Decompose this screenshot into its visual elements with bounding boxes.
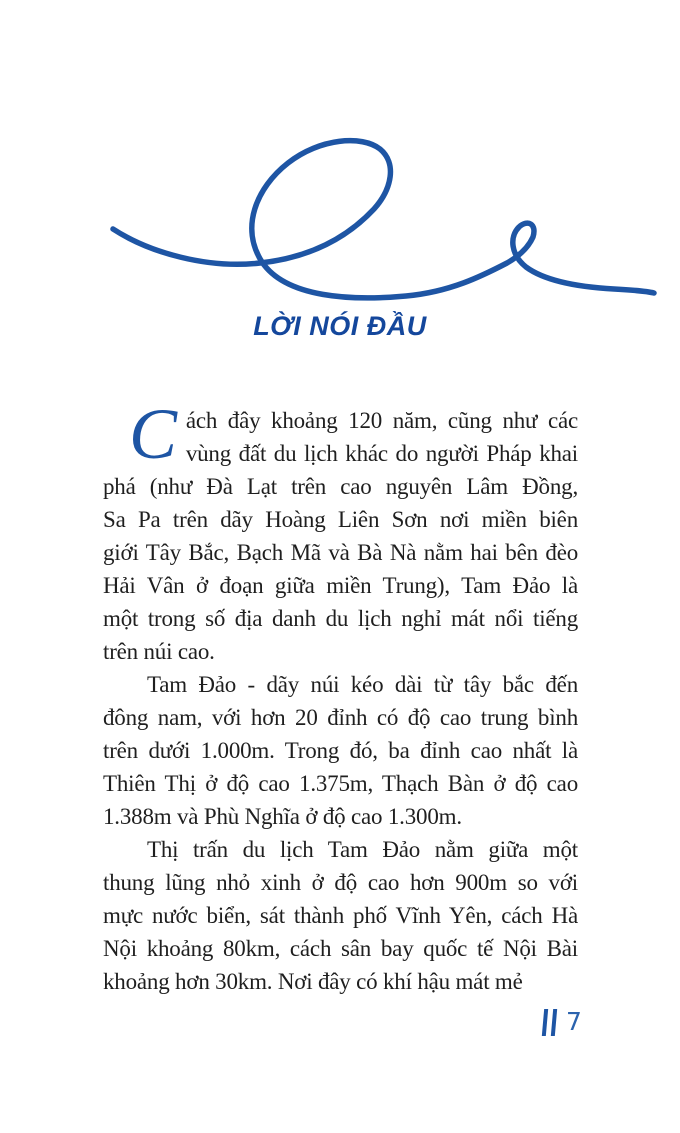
- text-line: trên dưới 1.000m. Trong đó, ba đỉnh cao nhất là: [103, 738, 578, 763]
- text-line: giới Tây Bắc, Bạch Mã và Bà Nà nằm hai bên đèo: [103, 540, 578, 565]
- text-line: vùng đất du lịch khác do người Pháp khai: [185, 441, 578, 466]
- text-line: 1.388m và Phù Nghĩa ở độ cao 1.300m.: [103, 804, 462, 829]
- page-title: LỜI NÓI ĐẦU: [253, 311, 427, 341]
- text-line: Thị trấn du lịch Tam Đảo nằm giữa một: [147, 837, 578, 862]
- text-line: ách đây khoảng 120 năm, cũng như các: [185, 408, 578, 433]
- paragraph: [103, 833, 578, 998]
- footer-double-bar-icon: [542, 1009, 557, 1036]
- text-line: một trong số địa danh du lịch nghỉ mát nổi tiếng: [103, 606, 578, 631]
- text-line: thung lũng nhỏ xinh ở độ cao hơn 900m so với: [103, 870, 578, 895]
- text-line: phá (như Đà Lạt trên cao nguyên Lâm Đồng,: [103, 474, 578, 499]
- text-line: Sa Pa trên dãy Hoàng Liên Sơn nơi miền biên: [103, 507, 578, 532]
- drop-cap: C: [129, 394, 177, 474]
- text-line: mực nước biển, sát thành phố Vĩnh Yên, cách Hà: [103, 903, 578, 928]
- flourish-stroke: [113, 141, 654, 298]
- body-text: [103, 394, 578, 998]
- text-line: Thiên Thị ở độ cao 1.375m, Thạch Bàn ở độ cao: [103, 771, 578, 796]
- paragraph: [103, 394, 578, 668]
- flourish-swirl-icon: [0, 0, 680, 320]
- text-line: khoảng hơn 30km. Nơi đây có khí hậu mát mẻ: [103, 969, 523, 994]
- text-line: đông nam, với hơn 20 đỉnh có độ cao trung bình: [103, 705, 578, 730]
- paragraph: [103, 668, 578, 833]
- text-line: Hải Vân ở đoạn giữa miền Trung), Tam Đảo là: [103, 573, 578, 598]
- page-footer: [543, 1008, 582, 1036]
- text-line: Nội khoảng 80km, cách sân bay quốc tế Nội Bài: [103, 936, 578, 961]
- text-line: trên núi cao.: [103, 639, 215, 664]
- page-number: 7: [566, 1007, 582, 1036]
- text-line: Tam Đảo - dãy núi kéo dài từ tây bắc đến: [147, 672, 578, 697]
